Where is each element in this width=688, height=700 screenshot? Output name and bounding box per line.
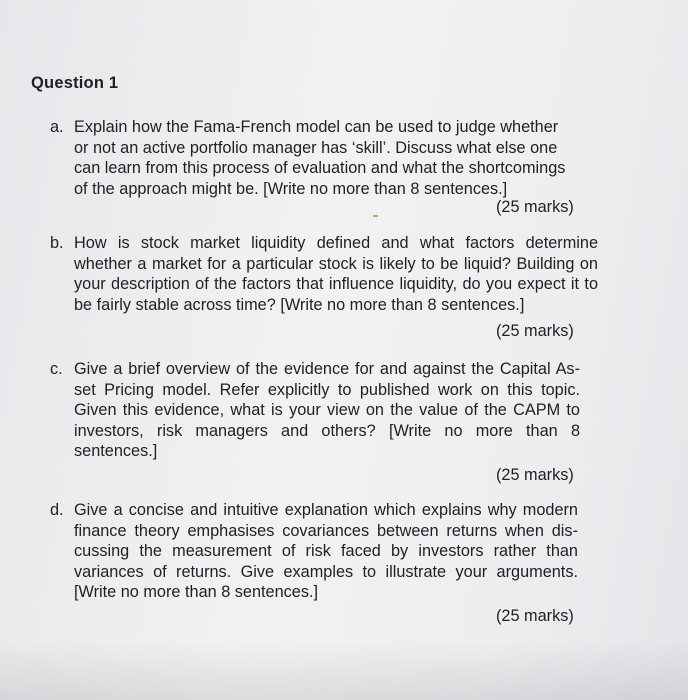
question-d-marks: (25 marks) [496, 607, 574, 625]
question-c [50, 359, 580, 462]
question-a [50, 117, 576, 199]
question-a-text: Explain how the Fama-French model can be used to judge whether or not an active portfolio manager has ‘skill’. Discuss what else one can learn from this process of evaluation and what the shortcomings of the approach might be. [Write no more than 8 sentences.] [74, 118, 566, 198]
question-c-marks: (25 marks) [496, 466, 574, 484]
question-b-letter: b. [50, 234, 64, 252]
question-d-text: Give a concise and intuitive explanation which explains why modern finance theory emphasises covariances between returns when dis-cussing the measurement of risk faced by investors rather than variances of returns. Give examples to illustrate your arguments. [Write no more than 8 sentences.] [74, 501, 578, 601]
question-a-letter: a. [50, 118, 64, 136]
question-c-letter: c. [50, 360, 63, 378]
question-a-marks: (25 marks) [496, 198, 574, 216]
question-b-text: How is stock market liquidity defined and what factors determine whether a market for a particular stock is likely to be liquid? Building on your description of the factors that influence liquidity, do you expect it to be fairly stable across time? [Write no more than 8 sentences.] [74, 234, 598, 314]
question-d-letter: d. [50, 501, 64, 519]
question-d [50, 500, 578, 603]
page-shadow [0, 640, 688, 700]
question-heading: Question 1 [31, 74, 119, 92]
question-b-marks: (25 marks) [496, 322, 574, 340]
pen-mark [373, 215, 378, 217]
question-c-text: Give a brief overview of the evidence for and against the Capital As-set Pricing model. Refer explicitly to published work on this topic. Given this evidence, what is your view on the value of the CAPM to investors, risk managers and others? [Write no more than 8 sentences.] [74, 360, 580, 460]
question-b [50, 233, 598, 315]
